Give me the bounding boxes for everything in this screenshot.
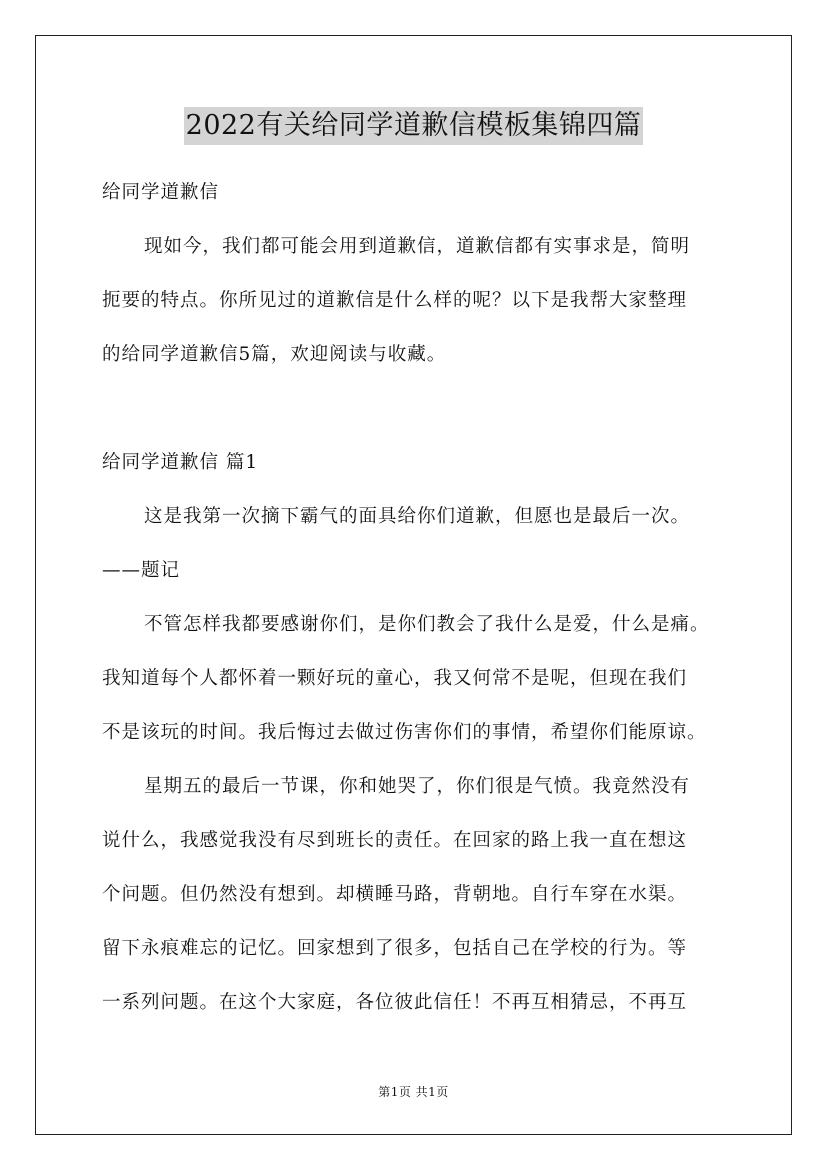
blank-line: [102, 390, 732, 444]
paragraph-line: 这是我第一次摘下霸气的面具给你们道歉，但愿也是最后一次。: [144, 506, 691, 527]
section-heading: 给同学道歉信: [102, 182, 220, 203]
paragraph-line: 不是该玩的时间。我后悔过去做过伤害你们的事情，希望你们能原谅。: [102, 722, 707, 743]
paragraph-line: 说什么，我感觉我没有尽到班长的责任。在回家的路上我一直在想这: [102, 830, 688, 851]
document-title: [0, 104, 827, 145]
epigraph-attribution: ——题记: [102, 560, 181, 581]
paragraph-line: 的给同学道歉信5篇，欢迎阅读与收藏。: [102, 344, 447, 365]
paragraph-line: 不管怎样我都要感谢你们，是你们教会了我什么是爱，什么是痛。: [144, 614, 710, 635]
paragraph-line: 我知道每个人都怀着一颗好玩的童心，我又何常不是呢，但现在我们: [102, 668, 688, 689]
paragraph-line: 个问题。但仍然没有想到。却横睡马路，背朝地。自行车穿在水渠。: [102, 884, 688, 905]
paragraph-line: 扼要的特点。你所见过的道歉信是什么样的呢？以下是我帮大家整理: [102, 290, 688, 311]
page-footer: [0, 1082, 827, 1102]
document-title-text: 2022有关给同学道歉信模板集锦四篇: [184, 107, 644, 145]
document-body: [102, 174, 732, 1038]
page-number: 第1页 共1页: [378, 1085, 449, 1099]
paragraph-line: 现如今，我们都可能会用到道歉信，道歉信都有实事求是，简明: [144, 236, 691, 257]
section-heading: 给同学道歉信 篇1: [102, 452, 259, 473]
paragraph-line: 留下永痕难忘的记忆。回家想到了很多，包括自己在学校的行为。等: [102, 938, 688, 959]
paragraph-line: 一系列问题。在这个大家庭，各位彼此信任！不再互相猜忌，不再互: [102, 992, 688, 1013]
paragraph-line: 星期五的最后一节课，你和她哭了，你们很是气愤。我竟然没有: [144, 776, 691, 797]
